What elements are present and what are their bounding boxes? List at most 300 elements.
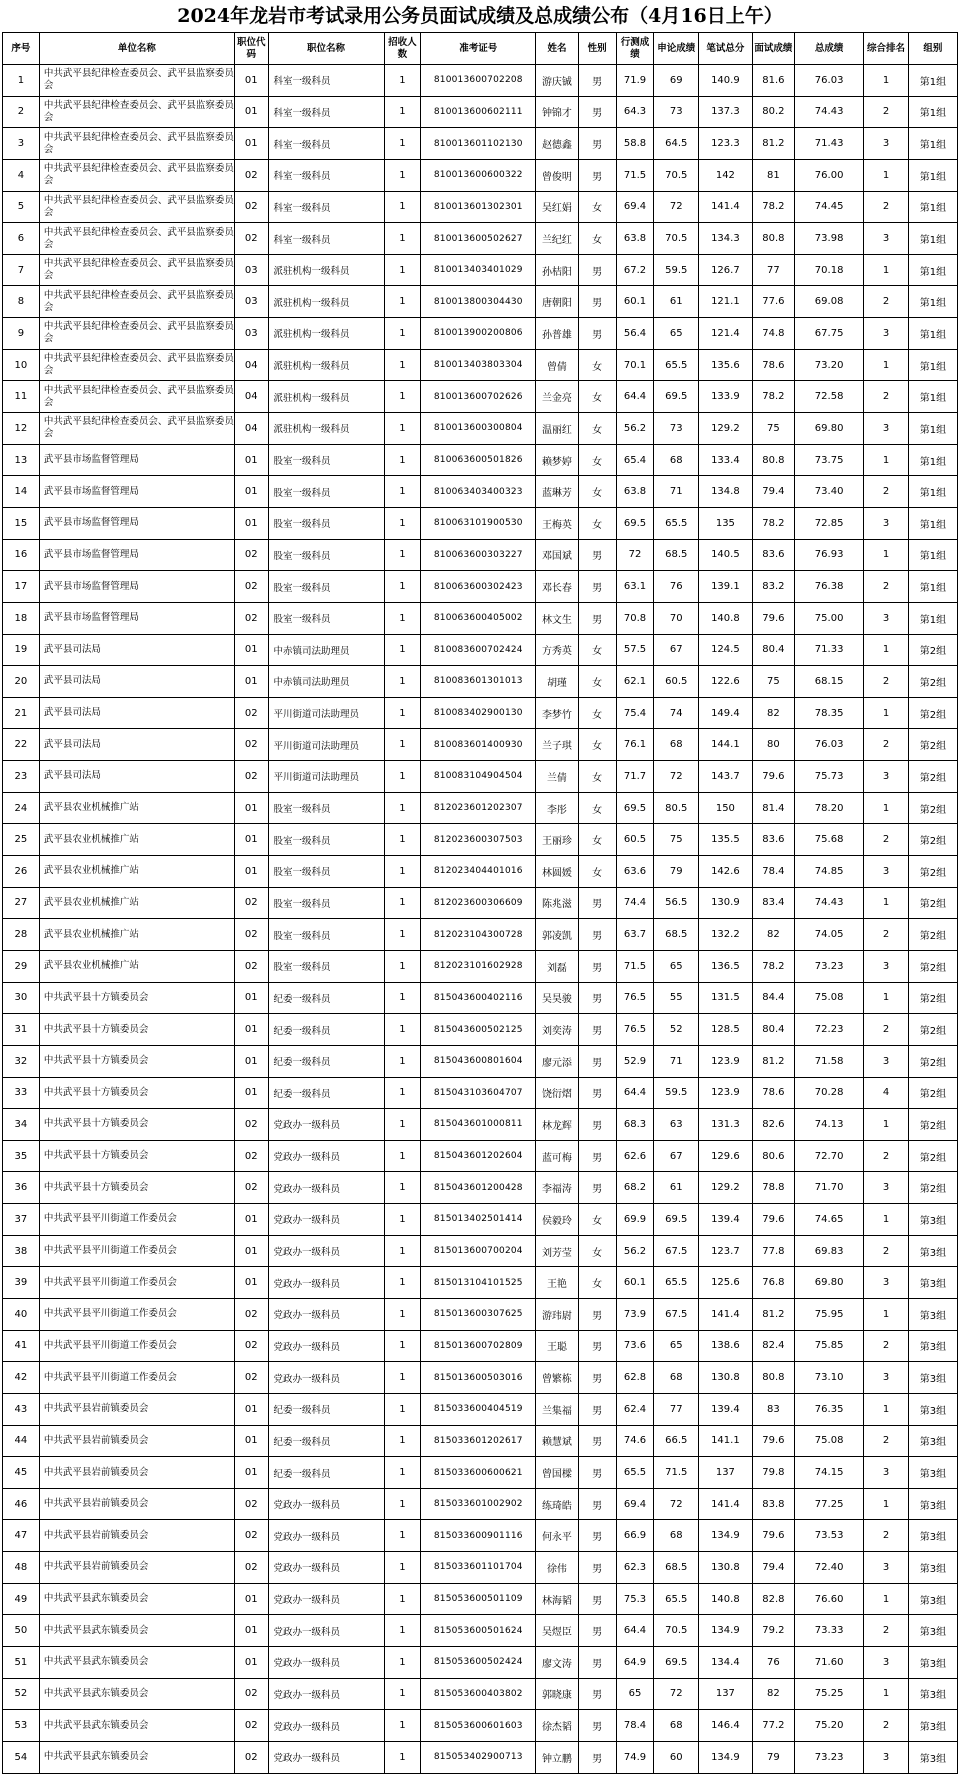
col-unit-header: 单位名称 (39, 33, 234, 65)
shenlun-score-cell: 61 (654, 1172, 699, 1204)
written-total-cell: 149.4 (699, 697, 753, 729)
total-score-cell: 69.80 (795, 413, 864, 445)
interview-score-cell: 78.2 (752, 950, 794, 982)
xingce-score-cell: 60.5 (616, 824, 654, 856)
rank-cell: 2 (864, 919, 909, 951)
total-score-cell: 75.20 (795, 1710, 864, 1742)
written-total-cell: 124.5 (699, 634, 753, 666)
table-row (3, 697, 958, 729)
position-name-cell: 纪委一级科员 (268, 1014, 384, 1046)
total-score-cell: 77.25 (795, 1488, 864, 1520)
table-row (3, 666, 958, 698)
xingce-score-cell: 71.5 (616, 159, 654, 191)
exam-number-cell: 815053600403802 (421, 1678, 536, 1710)
total-score-cell: 71.60 (795, 1647, 864, 1679)
xingce-score-cell: 64.4 (616, 1077, 654, 1109)
quota-cell: 1 (384, 634, 421, 666)
rank-cell: 2 (864, 1520, 909, 1552)
seq-cell: 36 (3, 1172, 40, 1204)
written-total-cell: 123.9 (699, 1077, 753, 1109)
name-cell: 兰集福 (536, 1393, 578, 1425)
written-total-cell: 139.1 (699, 571, 753, 603)
written-total-cell: 134.4 (699, 1647, 753, 1679)
group-cell: 第3组 (908, 1330, 957, 1362)
gender-cell: 男 (578, 1457, 616, 1489)
position-name-cell: 平川街道司法助理员 (268, 729, 384, 761)
table-row (3, 571, 958, 603)
xingce-score-cell: 65.4 (616, 444, 654, 476)
xingce-score-cell: 76.1 (616, 729, 654, 761)
xingce-score-cell: 62.6 (616, 1140, 654, 1172)
quota-cell: 1 (384, 1362, 421, 1394)
exam-number-cell: 815043600502125 (421, 1014, 536, 1046)
table-row (3, 824, 958, 856)
written-total-cell: 121.4 (699, 318, 753, 350)
exam-number-cell: 810013600602111 (421, 96, 536, 128)
shenlun-score-cell: 73 (654, 413, 699, 445)
written-total-cell: 140.9 (699, 65, 753, 97)
shenlun-score-cell: 69.5 (654, 1204, 699, 1236)
position-code-cell: 02 (235, 223, 268, 255)
total-score-cell: 71.33 (795, 634, 864, 666)
seq-cell: 17 (3, 571, 40, 603)
group-cell: 第3组 (908, 1362, 957, 1394)
interview-score-cell: 83 (752, 1393, 794, 1425)
table-row (3, 1235, 958, 1267)
exam-number-cell: 815053402900713 (421, 1741, 536, 1773)
interview-score-cell: 75 (752, 413, 794, 445)
xingce-score-cell: 72 (616, 539, 654, 571)
position-code-cell: 01 (235, 982, 268, 1014)
position-name-cell: 派驻机构一级科员 (268, 318, 384, 350)
shenlun-score-cell: 68 (654, 1710, 699, 1742)
table-row (3, 1267, 958, 1299)
rank-cell: 3 (864, 761, 909, 793)
interview-score-cell: 76.8 (752, 1267, 794, 1299)
seq-cell: 34 (3, 1109, 40, 1141)
exam-number-cell: 810013800304430 (421, 286, 536, 318)
rank-cell: 4 (864, 1077, 909, 1109)
position-name-cell: 科室一级科员 (268, 159, 384, 191)
total-score-cell: 75.68 (795, 824, 864, 856)
written-total-cell: 139.4 (699, 1393, 753, 1425)
shenlun-score-cell: 52 (654, 1014, 699, 1046)
written-total-cell: 123.9 (699, 1045, 753, 1077)
group-cell: 第2组 (908, 824, 957, 856)
xingce-score-cell: 73.9 (616, 1298, 654, 1330)
gender-cell: 男 (578, 887, 616, 919)
position-name-cell: 科室一级科员 (268, 65, 384, 97)
table-row (3, 1140, 958, 1172)
exam-number-cell: 810063600405002 (421, 602, 536, 634)
position-name-cell: 股室一级科员 (268, 507, 384, 539)
total-score-cell: 73.53 (795, 1520, 864, 1552)
group-cell: 第1组 (908, 413, 957, 445)
total-score-cell: 74.43 (795, 887, 864, 919)
xingce-score-cell: 56.2 (616, 1235, 654, 1267)
exam-number-cell: 812023404401016 (421, 856, 536, 888)
name-cell: 游玮尉 (536, 1298, 578, 1330)
table-row (3, 1330, 958, 1362)
xingce-score-cell: 76.5 (616, 1014, 654, 1046)
unit-cell: 中共武平县平川街道工作委员会 (39, 1362, 234, 1394)
name-cell: 徐伟 (536, 1552, 578, 1584)
shenlun-score-cell: 74 (654, 697, 699, 729)
exam-number-cell: 815033600901116 (421, 1520, 536, 1552)
group-cell: 第2组 (908, 1045, 957, 1077)
interview-score-cell: 81.6 (752, 65, 794, 97)
position-name-cell: 平川街道司法助理员 (268, 761, 384, 793)
gender-cell: 女 (578, 761, 616, 793)
seq-cell: 26 (3, 856, 40, 888)
gender-cell: 女 (578, 666, 616, 698)
exam-number-cell: 815043601200428 (421, 1172, 536, 1204)
interview-score-cell: 79.6 (752, 1520, 794, 1552)
xingce-score-cell: 66.9 (616, 1520, 654, 1552)
total-score-cell: 72.85 (795, 507, 864, 539)
position-name-cell: 党政办一级科员 (268, 1741, 384, 1773)
written-total-cell: 139.4 (699, 1204, 753, 1236)
table-row (3, 602, 958, 634)
written-total-cell: 137.3 (699, 96, 753, 128)
unit-cell: 中共武平县纪律检查委员会、武平县监察委员会 (39, 286, 234, 318)
unit-cell: 中共武平县岩前镇委员会 (39, 1520, 234, 1552)
written-total-cell: 137 (699, 1678, 753, 1710)
position-name-cell: 党政办一级科员 (268, 1710, 384, 1742)
gender-cell: 男 (578, 1583, 616, 1615)
interview-score-cell: 78.6 (752, 349, 794, 381)
group-cell: 第2组 (908, 1140, 957, 1172)
position-name-cell: 党政办一级科员 (268, 1172, 384, 1204)
unit-cell: 武平县市场监督管理局 (39, 507, 234, 539)
xingce-score-cell: 65.5 (616, 1457, 654, 1489)
xingce-score-cell: 62.4 (616, 1393, 654, 1425)
position-code-cell: 02 (235, 602, 268, 634)
group-cell: 第2组 (908, 1172, 957, 1204)
unit-cell: 中共武平县纪律检查委员会、武平县监察委员会 (39, 128, 234, 160)
gender-cell: 男 (578, 1298, 616, 1330)
gender-cell: 女 (578, 444, 616, 476)
shenlun-score-cell: 72 (654, 1488, 699, 1520)
total-score-cell: 72.40 (795, 1552, 864, 1584)
gender-cell: 男 (578, 1014, 616, 1046)
position-code-cell: 01 (235, 476, 268, 508)
total-score-cell: 75.73 (795, 761, 864, 793)
col-seq-header: 序号 (3, 33, 40, 65)
written-total-cell: 130.9 (699, 887, 753, 919)
group-cell: 第3组 (908, 1457, 957, 1489)
interview-score-cell: 82 (752, 919, 794, 951)
shenlun-score-cell: 75 (654, 824, 699, 856)
table-row (3, 223, 958, 255)
unit-cell: 中共武平县平川街道工作委员会 (39, 1267, 234, 1299)
position-code-cell: 02 (235, 1362, 268, 1394)
gender-cell: 女 (578, 1267, 616, 1299)
position-code-cell: 01 (235, 1077, 268, 1109)
position-code-cell: 01 (235, 1235, 268, 1267)
name-cell: 刘芳莹 (536, 1235, 578, 1267)
total-score-cell: 75.00 (795, 602, 864, 634)
quota-cell: 1 (384, 1077, 421, 1109)
interview-score-cell: 78.2 (752, 191, 794, 223)
interview-score-cell: 79.2 (752, 1615, 794, 1647)
seq-cell: 30 (3, 982, 40, 1014)
table-row (3, 1741, 958, 1773)
gender-cell: 男 (578, 1647, 616, 1679)
name-cell: 侯毅玲 (536, 1204, 578, 1236)
interview-score-cell: 84.4 (752, 982, 794, 1014)
shenlun-score-cell: 70 (654, 602, 699, 634)
name-cell: 郭凌凯 (536, 919, 578, 951)
shenlun-score-cell: 67 (654, 634, 699, 666)
total-score-cell: 76.03 (795, 729, 864, 761)
interview-score-cell: 78.2 (752, 381, 794, 413)
group-cell: 第3组 (908, 1204, 957, 1236)
quota-cell: 1 (384, 824, 421, 856)
name-cell: 何永平 (536, 1520, 578, 1552)
quota-cell: 1 (384, 223, 421, 255)
name-cell: 钟锦才 (536, 96, 578, 128)
total-score-cell: 73.23 (795, 950, 864, 982)
interview-score-cell: 81.4 (752, 792, 794, 824)
exam-number-cell: 815053600501109 (421, 1583, 536, 1615)
col-exam-number-header: 准考证号 (421, 33, 536, 65)
position-code-cell: 04 (235, 349, 268, 381)
seq-cell: 2 (3, 96, 40, 128)
rank-cell: 3 (864, 1647, 909, 1679)
name-cell: 饶衍熠 (536, 1077, 578, 1109)
exam-number-cell: 815013600503016 (421, 1362, 536, 1394)
seq-cell: 43 (3, 1393, 40, 1425)
position-code-cell: 02 (235, 1678, 268, 1710)
total-score-cell: 73.33 (795, 1615, 864, 1647)
shenlun-score-cell: 55 (654, 982, 699, 1014)
position-code-cell: 03 (235, 254, 268, 286)
xingce-score-cell: 65 (616, 1678, 654, 1710)
gender-cell: 男 (578, 96, 616, 128)
gender-cell: 男 (578, 318, 616, 350)
written-total-cell: 134.9 (699, 1615, 753, 1647)
unit-cell: 中共武平县平川街道工作委员会 (39, 1204, 234, 1236)
name-cell: 王丽珍 (536, 824, 578, 856)
position-code-cell: 02 (235, 539, 268, 571)
written-total-cell: 135.5 (699, 824, 753, 856)
name-cell: 孙桔阳 (536, 254, 578, 286)
written-total-cell: 143.7 (699, 761, 753, 793)
table-row (3, 1647, 958, 1679)
col-total-score-header: 总成绩 (795, 33, 864, 65)
quota-cell: 1 (384, 286, 421, 318)
position-code-cell: 04 (235, 381, 268, 413)
rank-cell: 2 (864, 666, 909, 698)
gender-cell: 男 (578, 919, 616, 951)
name-cell: 刘磊 (536, 950, 578, 982)
position-name-cell: 纪委一级科员 (268, 1425, 384, 1457)
seq-cell: 12 (3, 413, 40, 445)
position-code-cell: 02 (235, 1172, 268, 1204)
rank-cell: 1 (864, 1109, 909, 1141)
table-row (3, 65, 958, 97)
shenlun-score-cell: 65.5 (654, 1267, 699, 1299)
exam-number-cell: 810013403401029 (421, 254, 536, 286)
table-row (3, 1077, 958, 1109)
exam-number-cell: 812023101602928 (421, 950, 536, 982)
gender-cell: 男 (578, 1393, 616, 1425)
gender-cell: 男 (578, 159, 616, 191)
written-total-cell: 136.5 (699, 950, 753, 982)
unit-cell: 武平县市场监督管理局 (39, 602, 234, 634)
interview-score-cell: 76 (752, 1647, 794, 1679)
seq-cell: 4 (3, 159, 40, 191)
exam-number-cell: 810083601301013 (421, 666, 536, 698)
position-name-cell: 纪委一级科员 (268, 1045, 384, 1077)
interview-score-cell: 81.2 (752, 1298, 794, 1330)
quota-cell: 1 (384, 1393, 421, 1425)
quota-cell: 1 (384, 191, 421, 223)
group-cell: 第2组 (908, 1109, 957, 1141)
position-name-cell: 党政办一级科员 (268, 1488, 384, 1520)
col-quota-header: 招收人数 (384, 33, 421, 65)
unit-cell: 中共武平县武东镇委员会 (39, 1710, 234, 1742)
shenlun-score-cell: 59.5 (654, 254, 699, 286)
xingce-score-cell: 69.4 (616, 1488, 654, 1520)
unit-cell: 武平县市场监督管理局 (39, 476, 234, 508)
interview-score-cell: 82.4 (752, 1330, 794, 1362)
gender-cell: 女 (578, 476, 616, 508)
seq-cell: 42 (3, 1362, 40, 1394)
shenlun-score-cell: 65 (654, 1330, 699, 1362)
shenlun-score-cell: 69.5 (654, 1647, 699, 1679)
quota-cell: 1 (384, 1552, 421, 1584)
quota-cell: 1 (384, 982, 421, 1014)
group-cell: 第2组 (908, 792, 957, 824)
xingce-score-cell: 58.8 (616, 128, 654, 160)
position-name-cell: 派驻机构一级科员 (268, 381, 384, 413)
quota-cell: 1 (384, 1330, 421, 1362)
unit-cell: 中共武平县武东镇委员会 (39, 1583, 234, 1615)
interview-score-cell: 80.8 (752, 444, 794, 476)
seq-cell: 7 (3, 254, 40, 286)
exam-number-cell: 810083601400930 (421, 729, 536, 761)
quota-cell: 1 (384, 1741, 421, 1773)
name-cell: 李彤 (536, 792, 578, 824)
position-name-cell: 党政办一级科员 (268, 1615, 384, 1647)
group-cell: 第1组 (908, 128, 957, 160)
exam-number-cell: 812023104300728 (421, 919, 536, 951)
quota-cell: 1 (384, 729, 421, 761)
xingce-score-cell: 74.4 (616, 887, 654, 919)
interview-score-cell: 77 (752, 254, 794, 286)
written-total-cell: 134.9 (699, 1741, 753, 1773)
seq-cell: 38 (3, 1235, 40, 1267)
rank-cell: 1 (864, 1298, 909, 1330)
shenlun-score-cell: 69.5 (654, 381, 699, 413)
table-row (3, 1109, 958, 1141)
quota-cell: 1 (384, 254, 421, 286)
gender-cell: 女 (578, 697, 616, 729)
interview-score-cell: 78.8 (752, 1172, 794, 1204)
col-rank-header: 综合排名 (864, 33, 909, 65)
quota-cell: 1 (384, 1045, 421, 1077)
group-cell: 第2组 (908, 919, 957, 951)
interview-score-cell: 78.6 (752, 1077, 794, 1109)
rank-cell: 1 (864, 634, 909, 666)
interview-score-cell: 81 (752, 159, 794, 191)
group-cell: 第2组 (908, 761, 957, 793)
table-row (3, 1298, 958, 1330)
unit-cell: 中共武平县纪律检查委员会、武平县监察委员会 (39, 254, 234, 286)
group-cell: 第3组 (908, 1488, 957, 1520)
rank-cell: 2 (864, 1425, 909, 1457)
position-code-cell: 02 (235, 1140, 268, 1172)
rank-cell: 2 (864, 1710, 909, 1742)
written-total-cell: 138.6 (699, 1330, 753, 1362)
rank-cell: 2 (864, 476, 909, 508)
position-code-cell: 01 (235, 1457, 268, 1489)
group-cell: 第1组 (908, 223, 957, 255)
seq-cell: 3 (3, 128, 40, 160)
table-row (3, 1678, 958, 1710)
gender-cell: 女 (578, 856, 616, 888)
table-row (3, 1425, 958, 1457)
rank-cell: 2 (864, 1615, 909, 1647)
interview-score-cell: 83.6 (752, 539, 794, 571)
total-score-cell: 69.80 (795, 1267, 864, 1299)
position-name-cell: 股室一级科员 (268, 824, 384, 856)
table-row (3, 128, 958, 160)
rank-cell: 3 (864, 1362, 909, 1394)
written-total-cell: 130.8 (699, 1362, 753, 1394)
position-code-cell: 02 (235, 159, 268, 191)
seq-cell: 24 (3, 792, 40, 824)
group-cell: 第1组 (908, 96, 957, 128)
seq-cell: 39 (3, 1267, 40, 1299)
position-name-cell: 党政办一级科员 (268, 1647, 384, 1679)
total-score-cell: 70.28 (795, 1077, 864, 1109)
interview-score-cell: 82 (752, 697, 794, 729)
group-cell: 第1组 (908, 444, 957, 476)
unit-cell: 中共武平县纪律检查委员会、武平县监察委员会 (39, 381, 234, 413)
table-row (3, 286, 958, 318)
total-score-cell: 71.70 (795, 1172, 864, 1204)
table-row (3, 191, 958, 223)
rank-cell: 3 (864, 223, 909, 255)
col-xingce-score-header: 行测成绩 (616, 33, 654, 65)
interview-score-cell: 80.6 (752, 1140, 794, 1172)
position-code-cell: 03 (235, 286, 268, 318)
seq-cell: 25 (3, 824, 40, 856)
shenlun-score-cell: 61 (654, 286, 699, 318)
total-score-cell: 69.83 (795, 1235, 864, 1267)
unit-cell: 武平县司法局 (39, 666, 234, 698)
name-cell: 胡瑾 (536, 666, 578, 698)
position-name-cell: 派驻机构一级科员 (268, 349, 384, 381)
rank-cell: 2 (864, 1330, 909, 1362)
shenlun-score-cell: 68 (654, 1362, 699, 1394)
xingce-score-cell: 62.3 (616, 1552, 654, 1584)
quota-cell: 1 (384, 381, 421, 413)
position-code-cell: 02 (235, 919, 268, 951)
rank-cell: 2 (864, 729, 909, 761)
group-cell: 第1组 (908, 571, 957, 603)
table-row (3, 1583, 958, 1615)
exam-number-cell: 815053600601603 (421, 1710, 536, 1742)
exam-number-cell: 810063403400323 (421, 476, 536, 508)
rank-cell: 2 (864, 1014, 909, 1046)
table-row (3, 1488, 958, 1520)
unit-cell: 中共武平县纪律检查委员会、武平县监察委员会 (39, 191, 234, 223)
unit-cell: 武平县农业机械推广站 (39, 950, 234, 982)
